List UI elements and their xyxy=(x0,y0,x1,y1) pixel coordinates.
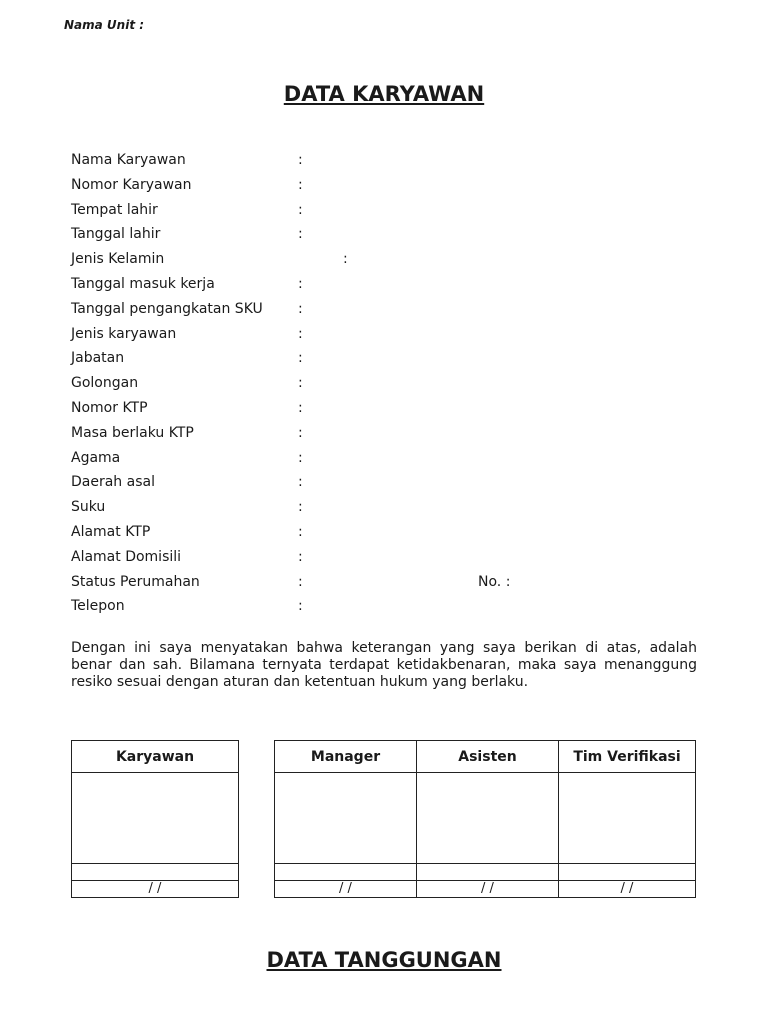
field-label: Tanggal masuk kerja xyxy=(71,275,215,292)
field-colon: : xyxy=(298,598,303,615)
field-label: Golongan xyxy=(71,375,139,392)
field-colon: : xyxy=(298,523,303,540)
field-label: Daerah asal xyxy=(71,474,155,491)
field-row xyxy=(71,473,711,498)
field-row xyxy=(71,523,711,548)
field-row xyxy=(71,176,711,201)
signature-box xyxy=(72,773,239,864)
field-row xyxy=(71,374,711,399)
signature-header-karyawan: Karyawan xyxy=(72,741,239,773)
signature-header-manager: Manager xyxy=(275,741,417,773)
field-row xyxy=(71,275,711,300)
field-label: Jenis karyawan xyxy=(71,325,177,342)
field-label: Nomor Karyawan xyxy=(71,176,192,193)
field-label: Alamat Domisili xyxy=(71,548,182,565)
signature-name-line xyxy=(559,864,696,881)
field-colon: : xyxy=(298,573,303,590)
field-colon: : xyxy=(343,251,348,268)
field-row xyxy=(71,325,711,350)
field-colon: : xyxy=(298,176,303,193)
field-colon: : xyxy=(298,424,303,441)
field-row xyxy=(71,399,711,424)
field-label: Alamat KTP xyxy=(71,523,151,540)
field-colon: : xyxy=(298,201,303,218)
section-title-tanggungan: DATA TANGGUNGAN xyxy=(266,948,502,972)
field-colon: : xyxy=(298,548,303,565)
field-row xyxy=(71,201,711,226)
unit-name-label: Nama Unit : xyxy=(64,18,145,32)
field-colon: : xyxy=(298,449,303,466)
field-row xyxy=(71,151,711,176)
field-label: Nama Karyawan xyxy=(71,152,186,168)
field-row xyxy=(71,597,711,622)
field-label: Status Perumahan xyxy=(71,573,200,590)
field-label: Masa berlaku KTP xyxy=(71,424,194,441)
signature-box xyxy=(417,773,559,864)
signature-date: / / xyxy=(72,881,239,898)
signature-box xyxy=(275,773,417,864)
field-colon: : xyxy=(298,226,303,243)
employee-field-list xyxy=(71,151,711,622)
approval-signature-table xyxy=(274,740,696,898)
signature-name-line xyxy=(275,864,417,881)
field-colon: : xyxy=(298,350,303,367)
field-row xyxy=(71,300,711,325)
field-colon: : xyxy=(298,300,303,317)
field-colon: : xyxy=(298,499,303,516)
signature-date: / / xyxy=(275,881,417,898)
field-label: Tanggal lahir xyxy=(71,226,161,243)
field-label: Suku xyxy=(71,499,106,516)
signature-header-asisten: Asisten xyxy=(417,741,559,773)
field-row xyxy=(71,573,711,598)
declaration-statement: Dengan ini saya menyatakan bahwa keterangan yang saya berikan di atas, adalah benar dan sah. Bilamana ternyata terdapat ketidakbenaran, maka saya menanggung resiko sesuai dengan aturan dan ketentuan hukum yang berlaku. xyxy=(71,640,697,690)
field-row xyxy=(71,349,711,374)
field-label: Telepon xyxy=(71,598,125,615)
signature-box xyxy=(559,773,696,864)
signature-name-line xyxy=(72,864,239,881)
field-label: Jabatan xyxy=(71,350,125,367)
field-colon: : xyxy=(298,325,303,342)
field-row xyxy=(71,424,711,449)
field-colon: : xyxy=(298,275,303,292)
signature-name-line xyxy=(417,864,559,881)
field-colon: : xyxy=(298,474,303,491)
signature-date: / / xyxy=(417,881,559,898)
signature-date: / / xyxy=(559,881,696,898)
field-label: Nomor KTP xyxy=(71,399,148,416)
field-label: Tempat lahir xyxy=(71,201,158,218)
field-extra-label: No. : xyxy=(478,573,511,590)
field-row xyxy=(71,449,711,474)
field-label: Tanggal pengangkatan SKU xyxy=(71,300,263,317)
field-colon: : xyxy=(298,375,303,392)
field-row xyxy=(71,548,711,573)
field-colon: : xyxy=(298,399,303,416)
field-row xyxy=(71,250,711,275)
field-colon: : xyxy=(298,152,303,168)
employee-signature-table xyxy=(71,740,239,898)
field-row xyxy=(71,225,711,250)
page-title: DATA KARYAWAN xyxy=(283,82,485,106)
field-label: Jenis Kelamin xyxy=(71,251,165,268)
signature-header-tim-verifikasi: Tim Verifikasi xyxy=(559,741,696,773)
field-row xyxy=(71,498,711,523)
field-label: Agama xyxy=(71,449,121,466)
